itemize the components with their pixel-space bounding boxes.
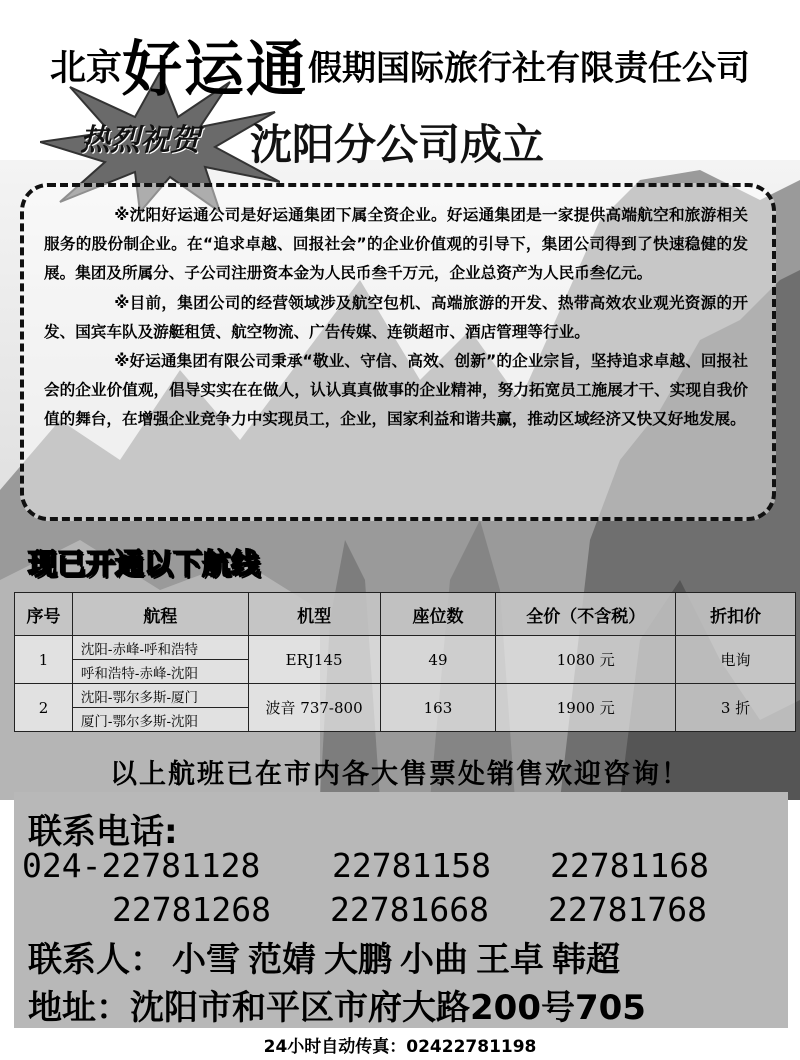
- contact-person: 范婧: [248, 940, 316, 980]
- seat-count: 49: [380, 636, 496, 684]
- row-number: 1: [15, 636, 73, 684]
- contact-person: 韩超: [552, 940, 620, 980]
- intro-paragraph-2: ※目前，集团公司的经营领域涉及航空包机、高端旅游的开发、热带高效农业观光资源的开发、国宾车队及游艇租赁、航空物流、广告传媒、连锁超市、酒店管理等行业。: [44, 293, 748, 341]
- contact-person: 大鹏: [324, 940, 392, 980]
- congrats-text: 热烈祝贺: [80, 123, 200, 158]
- full-price: 1080 元: [496, 636, 676, 684]
- table-row: [15, 684, 796, 708]
- sales-notice: 以上航班已在市内各大售票处销售欢迎咨询！: [110, 759, 690, 790]
- phone-number: 22781158: [332, 846, 491, 885]
- title-brand: 好运通: [122, 35, 308, 105]
- table-header-row: [15, 593, 796, 636]
- address-label: 地址：: [28, 988, 130, 1028]
- column-header-no: 序号: [15, 593, 73, 636]
- phone-row: [112, 890, 707, 929]
- column-header-route: 航程: [72, 593, 248, 636]
- column-header-seats: 座位数: [380, 593, 496, 636]
- intro-paragraph-3: ※好运通集团有限公司秉承“敬业、守信、高效、创新”的企业宗旨，坚持追求卓越、回报社会的企业价值观，倡导实实在在做人，认认真真做事的企业精神，努力拓宽员工施展才干、实现自我价值的舞台，在增强企业竞争力中实现员工，企业，国家利益和谐共赢，推动区域经济又快又好地发展。: [44, 352, 748, 429]
- route-leg: 沈阳-鄂尔多斯-厦门: [72, 684, 248, 708]
- contact-person: 王卓: [476, 940, 544, 980]
- aircraft-type: ERJ145: [248, 636, 380, 684]
- routes-table: [14, 592, 796, 732]
- routes-heading: 现已开通以下航线: [28, 547, 261, 581]
- contact-people: [28, 932, 628, 981]
- row-number: 2: [15, 684, 73, 732]
- discount-price: 3 折: [676, 684, 796, 732]
- aircraft-type: 波音 737-800: [248, 684, 380, 732]
- phone-number: 22781668: [330, 890, 489, 929]
- address-value: 沈阳市和平区市府大路200号705: [130, 988, 646, 1028]
- discount-price: 电询: [676, 636, 796, 684]
- column-header-discount: 折扣价: [676, 593, 796, 636]
- company-title: [0, 22, 800, 108]
- full-price: 1900 元: [496, 684, 676, 732]
- route-leg: 沈阳-赤峰-呼和浩特: [72, 636, 248, 660]
- phone-number: 22781768: [548, 890, 707, 929]
- title-city: 北京: [49, 47, 122, 89]
- title-company: 假期国际旅行社有限责任公司: [308, 48, 750, 89]
- seat-count: 163: [380, 684, 496, 732]
- contact-phone-label: 联系电话:: [28, 812, 178, 852]
- contact-person: 小雪: [172, 940, 240, 980]
- phone-number: 024-22781128: [22, 846, 261, 885]
- intro-box: [20, 183, 776, 521]
- intro-paragraph-1: ※沈阳好运通公司是好运通集团下属全资企业。好运通集团是一家提供高端航空和旅游相关服务的股份制企业。在“追求卓越、回报社会”的企业价值观的引导下，集团公司得到了快速稳健的发展。集团及所属分、子公司注册资本金为人民币叁千万元，企业总资产为人民币叁亿元。: [44, 206, 748, 283]
- column-header-price: 全价（不含税）: [496, 593, 676, 636]
- fax-number: 24小时自动传真：02422781198: [263, 1037, 537, 1057]
- phone-number: 22781268: [112, 890, 271, 929]
- phone-number: 22781168: [550, 846, 709, 885]
- contact-person: 小曲: [400, 940, 468, 980]
- column-header-aircraft: 机型: [248, 593, 380, 636]
- route-leg: 呼和浩特-赤峰-沈阳: [72, 660, 248, 684]
- route-leg: 厦门-鄂尔多斯-沈阳: [72, 708, 248, 732]
- contact-people-label: 联系人：: [28, 940, 164, 980]
- phone-row: [22, 846, 709, 885]
- address: [28, 980, 646, 1029]
- table-row: [15, 636, 796, 660]
- subtitle: 沈阳分公司成立: [250, 120, 545, 169]
